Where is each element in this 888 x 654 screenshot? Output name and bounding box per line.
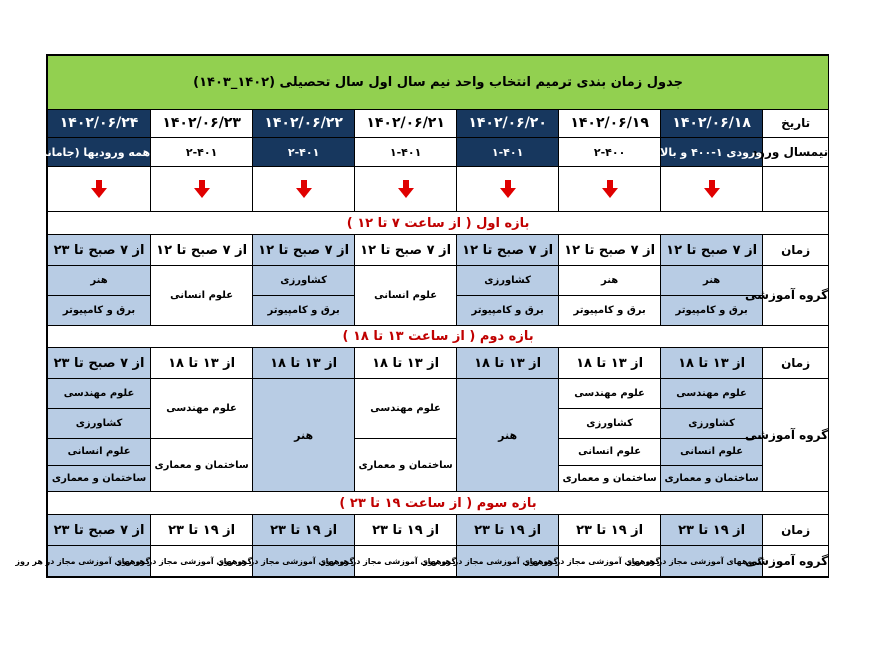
- time-cell: از ۱۹ تا ۲۳: [151, 515, 253, 546]
- row-label-time: زمان: [763, 515, 829, 546]
- group-cell: هنر: [457, 379, 559, 492]
- time-cell: از ۱۳ تا ۱۸: [457, 348, 559, 379]
- table-title: جدول زمان بندی ترمیم انتخاب واحد نیم سال اول سال تحصیلی (۱۴۰۲_۱۴۰۳): [48, 56, 829, 110]
- entry-row: [48, 138, 829, 167]
- date-row: [48, 109, 829, 138]
- group-cell: علوم مهندسی: [661, 379, 763, 409]
- group-cell: هنر: [48, 266, 151, 296]
- group-cell: گروههای آموزشی مجاز در هر روز: [48, 546, 151, 577]
- group-cell: گروههای آموزشی مجاز در هر روز: [151, 546, 253, 577]
- schedule-table: [15, 54, 829, 578]
- time-cell: از ۱۳ تا ۱۸: [559, 348, 661, 379]
- date-cell: ۱۴۰۲/۰۶/۱۸: [661, 109, 763, 138]
- arrow-down-icon: [91, 180, 107, 198]
- band2-group-row-3: [48, 438, 829, 465]
- row-label-date: تاریخ: [763, 109, 829, 138]
- arrow-down-icon: [398, 180, 414, 198]
- group-cell: علوم مهندسی: [151, 379, 253, 439]
- arrow-row: [48, 167, 829, 212]
- time-cell: از ۷ صبح تا ۲۳: [48, 235, 151, 266]
- band3-time-row: [48, 515, 829, 546]
- title-row: [48, 56, 829, 110]
- arrow-cell: [355, 167, 457, 212]
- band2-header-row: [48, 325, 829, 348]
- group-cell: ساختمان و معماری: [661, 465, 763, 492]
- entry-cell: ۱-۴۰۱: [457, 138, 559, 167]
- arrow-down-icon: [194, 180, 210, 198]
- band1-header-row: [48, 212, 829, 235]
- time-cell: از ۷ صبح تا ۲۳: [48, 515, 151, 546]
- row-label-group: گروه آموزشی: [763, 266, 829, 326]
- time-cell: از ۱۹ تا ۲۳: [355, 515, 457, 546]
- group-cell: برق و کامپیوتر: [48, 295, 151, 325]
- time-cell: از ۱۹ تا ۲۳: [253, 515, 355, 546]
- time-cell: از ۷ صبح تا ۱۲: [355, 235, 457, 266]
- group-cell: علوم انسانی: [661, 438, 763, 465]
- entry-cell: ۲-۴۰۱: [151, 138, 253, 167]
- band1-time-row: [48, 235, 829, 266]
- group-cell: علوم انسانی: [48, 438, 151, 465]
- group-cell: علوم انسانی: [151, 266, 253, 326]
- time-cell: از ۱۳ تا ۱۸: [355, 348, 457, 379]
- row-label-time: زمان: [763, 235, 829, 266]
- time-cell: از ۱۳ تا ۱۸: [661, 348, 763, 379]
- band3-header-row: [48, 492, 829, 515]
- group-cell: ساختمان و معماری: [151, 438, 253, 492]
- arrow-down-icon: [602, 180, 618, 198]
- group-cell: کشاورزی: [253, 266, 355, 296]
- group-cell: برق و کامپیوتر: [559, 295, 661, 325]
- group-cell: ساختمان و معماری: [559, 465, 661, 492]
- band3-group-row: [48, 546, 829, 577]
- row-label-time: زمان: [763, 348, 829, 379]
- group-cell: گروههای آموزشی مجاز در هر روز: [559, 546, 661, 577]
- arrow-cell: [48, 167, 151, 212]
- date-cell: ۱۴۰۲/۰۶/۲۲: [253, 109, 355, 138]
- row-label-group: گروه آموزشی: [763, 546, 829, 577]
- group-cell: علوم مهندسی: [48, 379, 151, 409]
- group-cell: برق و کامپیوتر: [253, 295, 355, 325]
- group-cell: هنر: [559, 266, 661, 296]
- entry-cell: ۱-۴۰۱: [355, 138, 457, 167]
- date-cell: ۱۴۰۲/۰۶/۲۱: [355, 109, 457, 138]
- group-cell: گروههای آموزشی مجاز در هر روز: [253, 546, 355, 577]
- arrow-cell: [253, 167, 355, 212]
- group-cell: برق و کامپیوتر: [457, 295, 559, 325]
- band1-group-row-1: [48, 266, 829, 296]
- time-cell: از ۱۳ تا ۱۸: [253, 348, 355, 379]
- entry-cell: ۲-۴۰۰: [559, 138, 661, 167]
- group-cell: علوم مهندسی: [355, 379, 457, 439]
- group-cell: گروههای آموزشی مجاز در هر روز: [661, 546, 763, 577]
- entry-cell: همه ورودیها (جامانده): [48, 138, 151, 167]
- group-cell: علوم مهندسی: [559, 379, 661, 409]
- arrow-down-icon: [296, 180, 312, 198]
- arrow-down-icon: [704, 180, 720, 198]
- row-label-entry: نیمسال ورود: [763, 138, 829, 167]
- time-cell: از ۷ صبح تا ۱۲: [151, 235, 253, 266]
- time-cell: از ۷ صبح تا ۱۲: [253, 235, 355, 266]
- row-label-group: گروه آموزشی: [763, 379, 829, 492]
- band3-title: بازه سوم ( از ساعت ۱۹ تا ۲۳ ): [48, 492, 829, 515]
- date-cell: ۱۴۰۲/۰۶/۱۹: [559, 109, 661, 138]
- entry-cell: ورودی ۱-۴۰۰ و بالاتر: [661, 138, 763, 167]
- band2-group-row-1: [48, 379, 829, 409]
- band1-title: بازه اول ( از ساعت ۷ تا ۱۲ ): [48, 212, 829, 235]
- date-cell: ۱۴۰۲/۰۶/۲۰: [457, 109, 559, 138]
- group-cell: کشاورزی: [457, 266, 559, 296]
- time-cell: از ۷ صبح تا ۱۲: [661, 235, 763, 266]
- schedule-grid: [15, 55, 829, 577]
- group-cell: کشاورزی: [48, 409, 151, 439]
- band2-title: بازه دوم ( از ساعت ۱۳ تا ۱۸ ): [48, 325, 829, 348]
- group-cell: گروههای آموزشی مجاز در هر روز: [457, 546, 559, 577]
- arrow-row-blank: [763, 167, 829, 212]
- group-cell: هنر: [661, 266, 763, 296]
- group-cell: ساختمان و معماری: [355, 438, 457, 492]
- group-cell: علوم انسانی: [355, 266, 457, 326]
- date-cell: ۱۴۰۲/۰۶/۲۳: [151, 109, 253, 138]
- group-cell: کشاورزی: [559, 409, 661, 439]
- time-cell: از ۱۹ تا ۲۳: [661, 515, 763, 546]
- time-cell: از ۱۳ تا ۱۸: [151, 348, 253, 379]
- arrow-cell: [151, 167, 253, 212]
- group-cell: ساختمان و معماری: [48, 465, 151, 492]
- group-cell: هنر: [253, 379, 355, 492]
- time-cell: از ۱۹ تا ۲۳: [457, 515, 559, 546]
- time-cell: از ۱۹ تا ۲۳: [559, 515, 661, 546]
- group-cell: کشاورزی: [661, 409, 763, 439]
- date-cell: ۱۴۰۲/۰۶/۲۴: [48, 109, 151, 138]
- entry-cell: ۲-۴۰۱: [253, 138, 355, 167]
- arrow-cell: [559, 167, 661, 212]
- group-cell: علوم انسانی: [559, 438, 661, 465]
- time-cell: از ۷ صبح تا ۱۲: [457, 235, 559, 266]
- band2-time-row: [48, 348, 829, 379]
- group-cell: برق و کامپیوتر: [661, 295, 763, 325]
- time-cell: از ۷ صبح تا ۲۳: [48, 348, 151, 379]
- arrow-cell: [457, 167, 559, 212]
- group-cell: گروههای آموزشی مجاز در هر روز: [355, 546, 457, 577]
- arrow-down-icon: [500, 180, 516, 198]
- time-cell: از ۷ صبح تا ۱۲: [559, 235, 661, 266]
- arrow-cell: [661, 167, 763, 212]
